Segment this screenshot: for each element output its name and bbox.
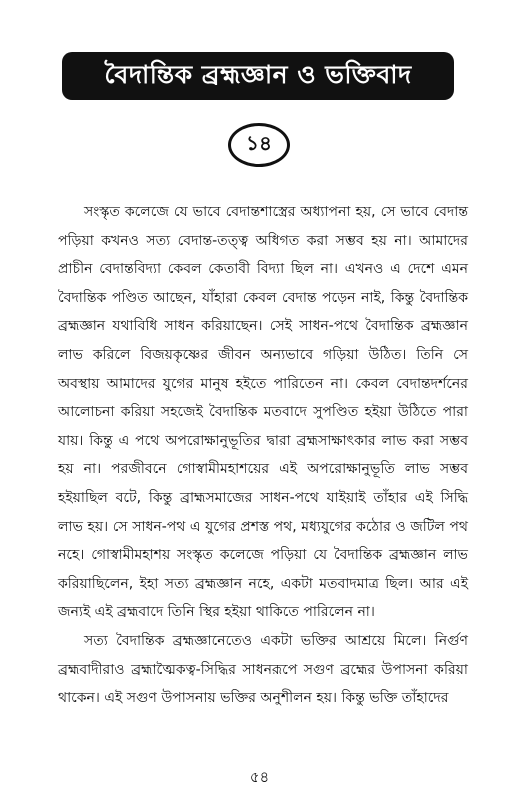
page-number: ৫৪ [249,768,270,786]
body-text [58,198,468,713]
chapter-number: ১৪ [246,130,272,155]
paragraph-1: সংস্কৃত কলেজে যে ভাবে বেদান্তশাস্ত্রের অধ্যাপনা হয়, সে ভাবে বেদান্ত পড়িয়া কখনও সত্য বেদান্ত-তত্ত্ব অধিগত করা সম্ভব হয় না। আমাদের প্রাচীন বেদান্তবিদ্যা কেবল কেতাবী বিদ্যা ছিল না। এখনও এ দেশে এমন বৈদান্তিক পণ্ডিত আছেন, যাঁহারা কেবল বেদান্ত পড়েন নাই, কিন্তু বৈদান্তিক ব্রহ্মজ্ঞান যথাবিধি সাধন করিয়াছেন। সেই সাধন-পথে বৈদান্তিক ব্রহ্মজ্ঞান লাভ করিলে বিজয়কৃষ্ণের জীবন অন্যভাবে গড়িয়া উঠিত। তিনি সে অবস্থায় আমাদের যুগের মানুষ হইতে পারিতেন না। কেবল বেদান্তদর্শনের আলোচনা করিয়া সহজেই বৈদান্তিক মতবাদে সুপণ্ডিত হইয়া উঠিতে পারা যায়। কিন্তু এ পথে অপরোক্ষানুভূতির দ্বারা ব্রহ্মসাক্ষাৎকার লাভ করা সম্ভব হয় না। পরজীবনে গোস্বামীমহাশয়ের এই অপরোক্ষানুভূতি লাভ সম্ভব হইয়াছিল বটে, কিন্তু ব্রাহ্মসমাজের সাধন-পথে যাইয়াই তাঁহার এই সিদ্ধি লাভ হয়। সে সাধন-পথ এ যুগের প্রশস্ত পথ, মধ্যযুগের কঠোর ও জটিল পথ নহে। গোস্বামীমহাশয় সংস্কৃত কলেজে পড়িয়া যে বৈদান্তিক ব্রহ্মজ্ঞান লাভ করিয়াছিলেন, ইহা সত্য ব্রহ্মজ্ঞান নহে, একটা মতবাদমাত্র ছিল। আর এই জন্যই এই ব্রহ্মবাদে তিনি স্থির হইয়া থাকিতে পারিলেন না। [58,204,468,621]
chapter-number-badge [228,123,290,167]
chapter-title-banner [62,52,454,100]
paragraph-2: সত্য বৈদান্তিক ব্রহ্মজ্ঞানেতেও একটা ভক্তির আশ্রয়ে মিলে। নির্গুণ ব্রহ্মবাদীরাও ব্রহ্মাত্মৈকত্ব-সিদ্ধির সাধনরূপে সগুণ ব্রহ্মের উপাসনা করিয়া থাকেন। এই সগুণ উপাসনায় ভক্তির অনুশীলন হয়। কিন্তু ভক্তি তাঁহাদের [58,632,468,707]
chapter-title: বৈদান্তিক ব্রহ্মজ্ঞান ও ভক্তিবাদ [104,59,412,89]
